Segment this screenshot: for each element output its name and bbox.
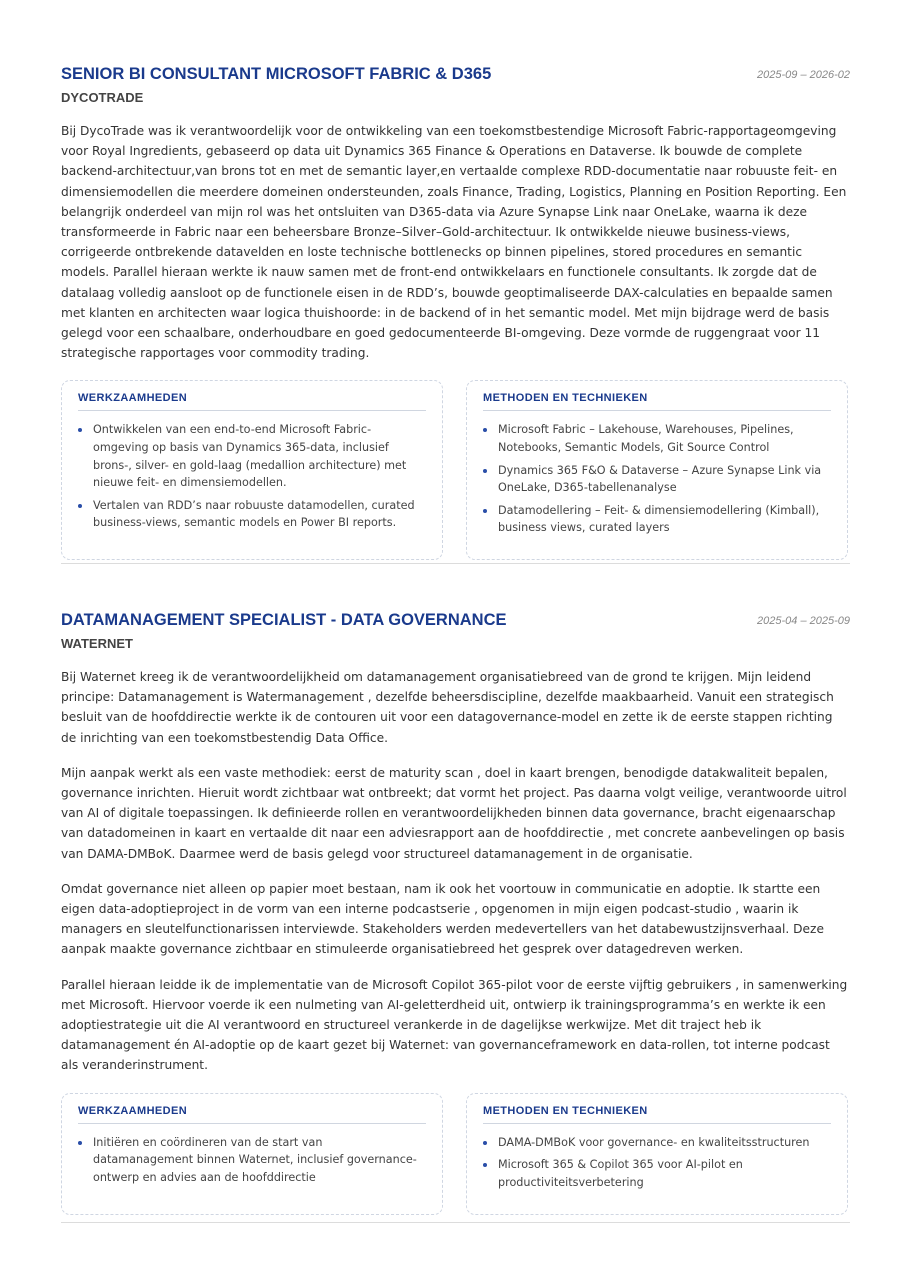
list-item xyxy=(78,497,426,532)
job-header xyxy=(61,611,850,633)
bullet-icon xyxy=(483,1163,487,1167)
job-description: Mijn aanpak werkt als een vaste methodiek: eerst de maturity scan , doel in kaart brengen, benodigde datakwaliteit bepalen, governance inrichten. Hieruit wordt zichtbaar wat ontbreekt; dat vormt het project. Pas daarna volgt veilige, verantwoorde uitrol van AI of digitale toepassingen. Ik definieerde rollen en verantwoordelijkheden binnen data governance, bracht eigenaarschap van datadomeinen in kaart en vertaalde dit naar een adviesrapport aan de hoofddirectie , met concrete aanbevelingen op basis van DAMA-DMBoK. Daarmee werd de basis gelegd voor structureel datamanagement in de organisatie. xyxy=(61,765,847,861)
company-name: WATERNET xyxy=(61,636,133,651)
tasks-box xyxy=(61,1093,443,1215)
job-date: 2025-04 – 2025-09 xyxy=(757,615,850,627)
methods-box xyxy=(466,380,848,560)
list-item xyxy=(78,1134,426,1187)
list-item xyxy=(483,502,831,537)
list-item xyxy=(483,1156,831,1191)
bullet-icon xyxy=(483,469,487,473)
job-section-dycotrade xyxy=(61,65,850,535)
list-item xyxy=(483,421,831,456)
task-text: Initiëren en coördineren van de start van datamanagement binnen Waternet, inclusief governance-ontwerp en advies aan de hoofddirectie xyxy=(93,1135,417,1184)
tasks-heading: WERKZAAMHEDEN xyxy=(78,392,426,411)
tasks-heading: WERKZAAMHEDEN xyxy=(78,1105,426,1124)
method-text: Microsoft 365 & Copilot 365 voor AI-pilot en productiviteitsverbetering xyxy=(498,1158,743,1189)
job-description: Bij DycoTrade was ik verantwoordelijk voor de ontwikkeling van een toekomstbestendige Microsoft Fabric-rapportageomgeving voor Royal Ingredients, gebaseerd op data uit Dynamics 365 Finance & Operations en Dataverse. Ik bouwde de complete backend-architectuur,van brons tot en met de semantic layer,en vertaalde complexe RDD-documentatie naar robuuste feit- en dimensiemodellen die meerdere domeinen ondersteunden, zoals Finance, Trading, Logistics, Planning en Position Reporting. Een belangrijk onderdeel van mijn rol was het ontsluiten van D365-data via Azure Synapse Link naar OneLake, waarna ik deze transformeerde in Fabric naar een beheersbare Bronze–Silver–Gold-architectuur. Ik ontwikkelde nieuwe business-views, corrigeerde ontbrekende datavelden en loste technische bottlenecks op binnen pipelines, stored procedures en semantic models. Parallel hieraan werkte ik nauw samen met de front-end ontwikkelaars en functionele consultants. Ik zorgde dat de datalaag volledig aansloot op de functionele eisen in de RDD’s, bouwde geoptimaliseerde DAX-calculaties en bepaalde samen met klanten en architecten waar logica thuishoorde: in de backend of in het semantic model. Met mijn bijdrage werd de basis gelegd voor een schaalbare, onderhoudbare en goed gedocumenteerde BI-omgeving. Deze vormde de ruggengraat voor 11 strategische rapportages voor commodity trading. xyxy=(61,124,847,361)
list-item xyxy=(78,421,426,491)
bullet-icon xyxy=(483,1141,487,1145)
tasks-list xyxy=(78,421,426,532)
methods-list xyxy=(483,421,831,537)
methods-heading: METHODEN EN TECHNIEKEN xyxy=(483,1105,831,1124)
job-date: 2025-09 – 2026-02 xyxy=(757,69,850,81)
job-description: Parallel hieraan leidde ik de implementatie van de Microsoft Copilot 365-pilot voor de eerste vijftig gebruikers , in samenwerking met Microsoft. Hiervoor voerde ik een nulmeting van AI-geletterdheid uit, ontwierp ik trainingsprogramma’s en werkte ik een adoptiestrategie uit die AI verantwoord en structureel verankerde in de dagelijkse werkwijze. Met dit traject heb ik datamanagement én AI-adoptie op de kaart gezet bij Waternet: van governanceframework en data-rollen, tot interne podcast als veranderinstrument. xyxy=(61,977,848,1073)
job-title: DATAMANAGEMENT SPECIALIST - DATA GOVERNANCE xyxy=(61,611,507,629)
list-item xyxy=(483,462,831,497)
job-description: Bij Waternet kreeg ik de verantwoordelijkheid om datamanagement organisatiebreed van de grond te krijgen. Mijn leidend principe: Datamanagement is Watermanagement , dezelfde beheersdiscipline, dezelfde maakbaarheid. Vanuit een strategisch besluit van de hoofddirectie werkte ik de contouren uit voor een datagovernance-model en zette ik de eerste stappen richting de inrichting van een toekomstbestendig Data Office. xyxy=(61,670,834,745)
job-section-waternet xyxy=(61,611,850,1189)
company-name: DYCOTRADE xyxy=(61,90,144,105)
bullet-icon xyxy=(78,1141,82,1145)
methods-list xyxy=(483,1134,831,1192)
bullet-icon xyxy=(78,504,82,508)
task-text: Ontwikkelen van een end-to-end Microsoft Fabric-omgeving op basis van Dynamics 365-data, inclusief brons-, silver- en gold-laag (medallion architecture) met nieuwe feit- en dimensiemodellen. xyxy=(93,423,407,490)
method-text: DAMA-DMBoK voor governance- en kwaliteitsstructuren xyxy=(498,1135,810,1149)
bullet-icon xyxy=(483,509,487,513)
section-divider xyxy=(61,1222,850,1223)
method-text: Dynamics 365 F&O & Dataverse – Azure Synapse Link via OneLake, D365-tabellenanalyse xyxy=(498,463,822,495)
tasks-box xyxy=(61,380,443,560)
method-text: Microsoft Fabric – Lakehouse, Warehouses, Pipelines, Notebooks, Semantic Models, Git Source Control xyxy=(498,423,794,455)
list-item xyxy=(483,1134,831,1152)
job-title: SENIOR BI CONSULTANT MICROSOFT FABRIC & D365 xyxy=(61,65,492,83)
bullet-icon xyxy=(78,428,82,432)
task-text: Vertalen van RDD’s naar robuuste datamodellen, curated business-views, semantic models en Power BI reports. xyxy=(93,498,415,530)
job-description: Omdat governance niet alleen op papier moet bestaan, nam ik ook het voortouw in communicatie en adoptie. Ik startte een eigen data-adoptieproject in de vorm van een interne podcastserie , opgenomen in mijn eigen podcast-studio , waarin ik managers en sleutelfunctionarissen interviewde. Stakeholders werden medevertellers van het databewustzijnsverhaal. Deze aanpak maakte governance zichtbaar en stimuleerde organisatiebreed het gesprek over datagedreven werken. xyxy=(61,881,824,957)
bullet-icon xyxy=(483,428,487,432)
methods-heading: METHODEN EN TECHNIEKEN xyxy=(483,392,831,411)
methods-box xyxy=(466,1093,848,1215)
method-text: Datamodellering – Feit- & dimensiemodellering (Kimball), business views, curated layers xyxy=(498,503,820,535)
section-divider xyxy=(61,563,850,564)
job-header xyxy=(61,65,850,87)
tasks-list xyxy=(78,1134,426,1187)
